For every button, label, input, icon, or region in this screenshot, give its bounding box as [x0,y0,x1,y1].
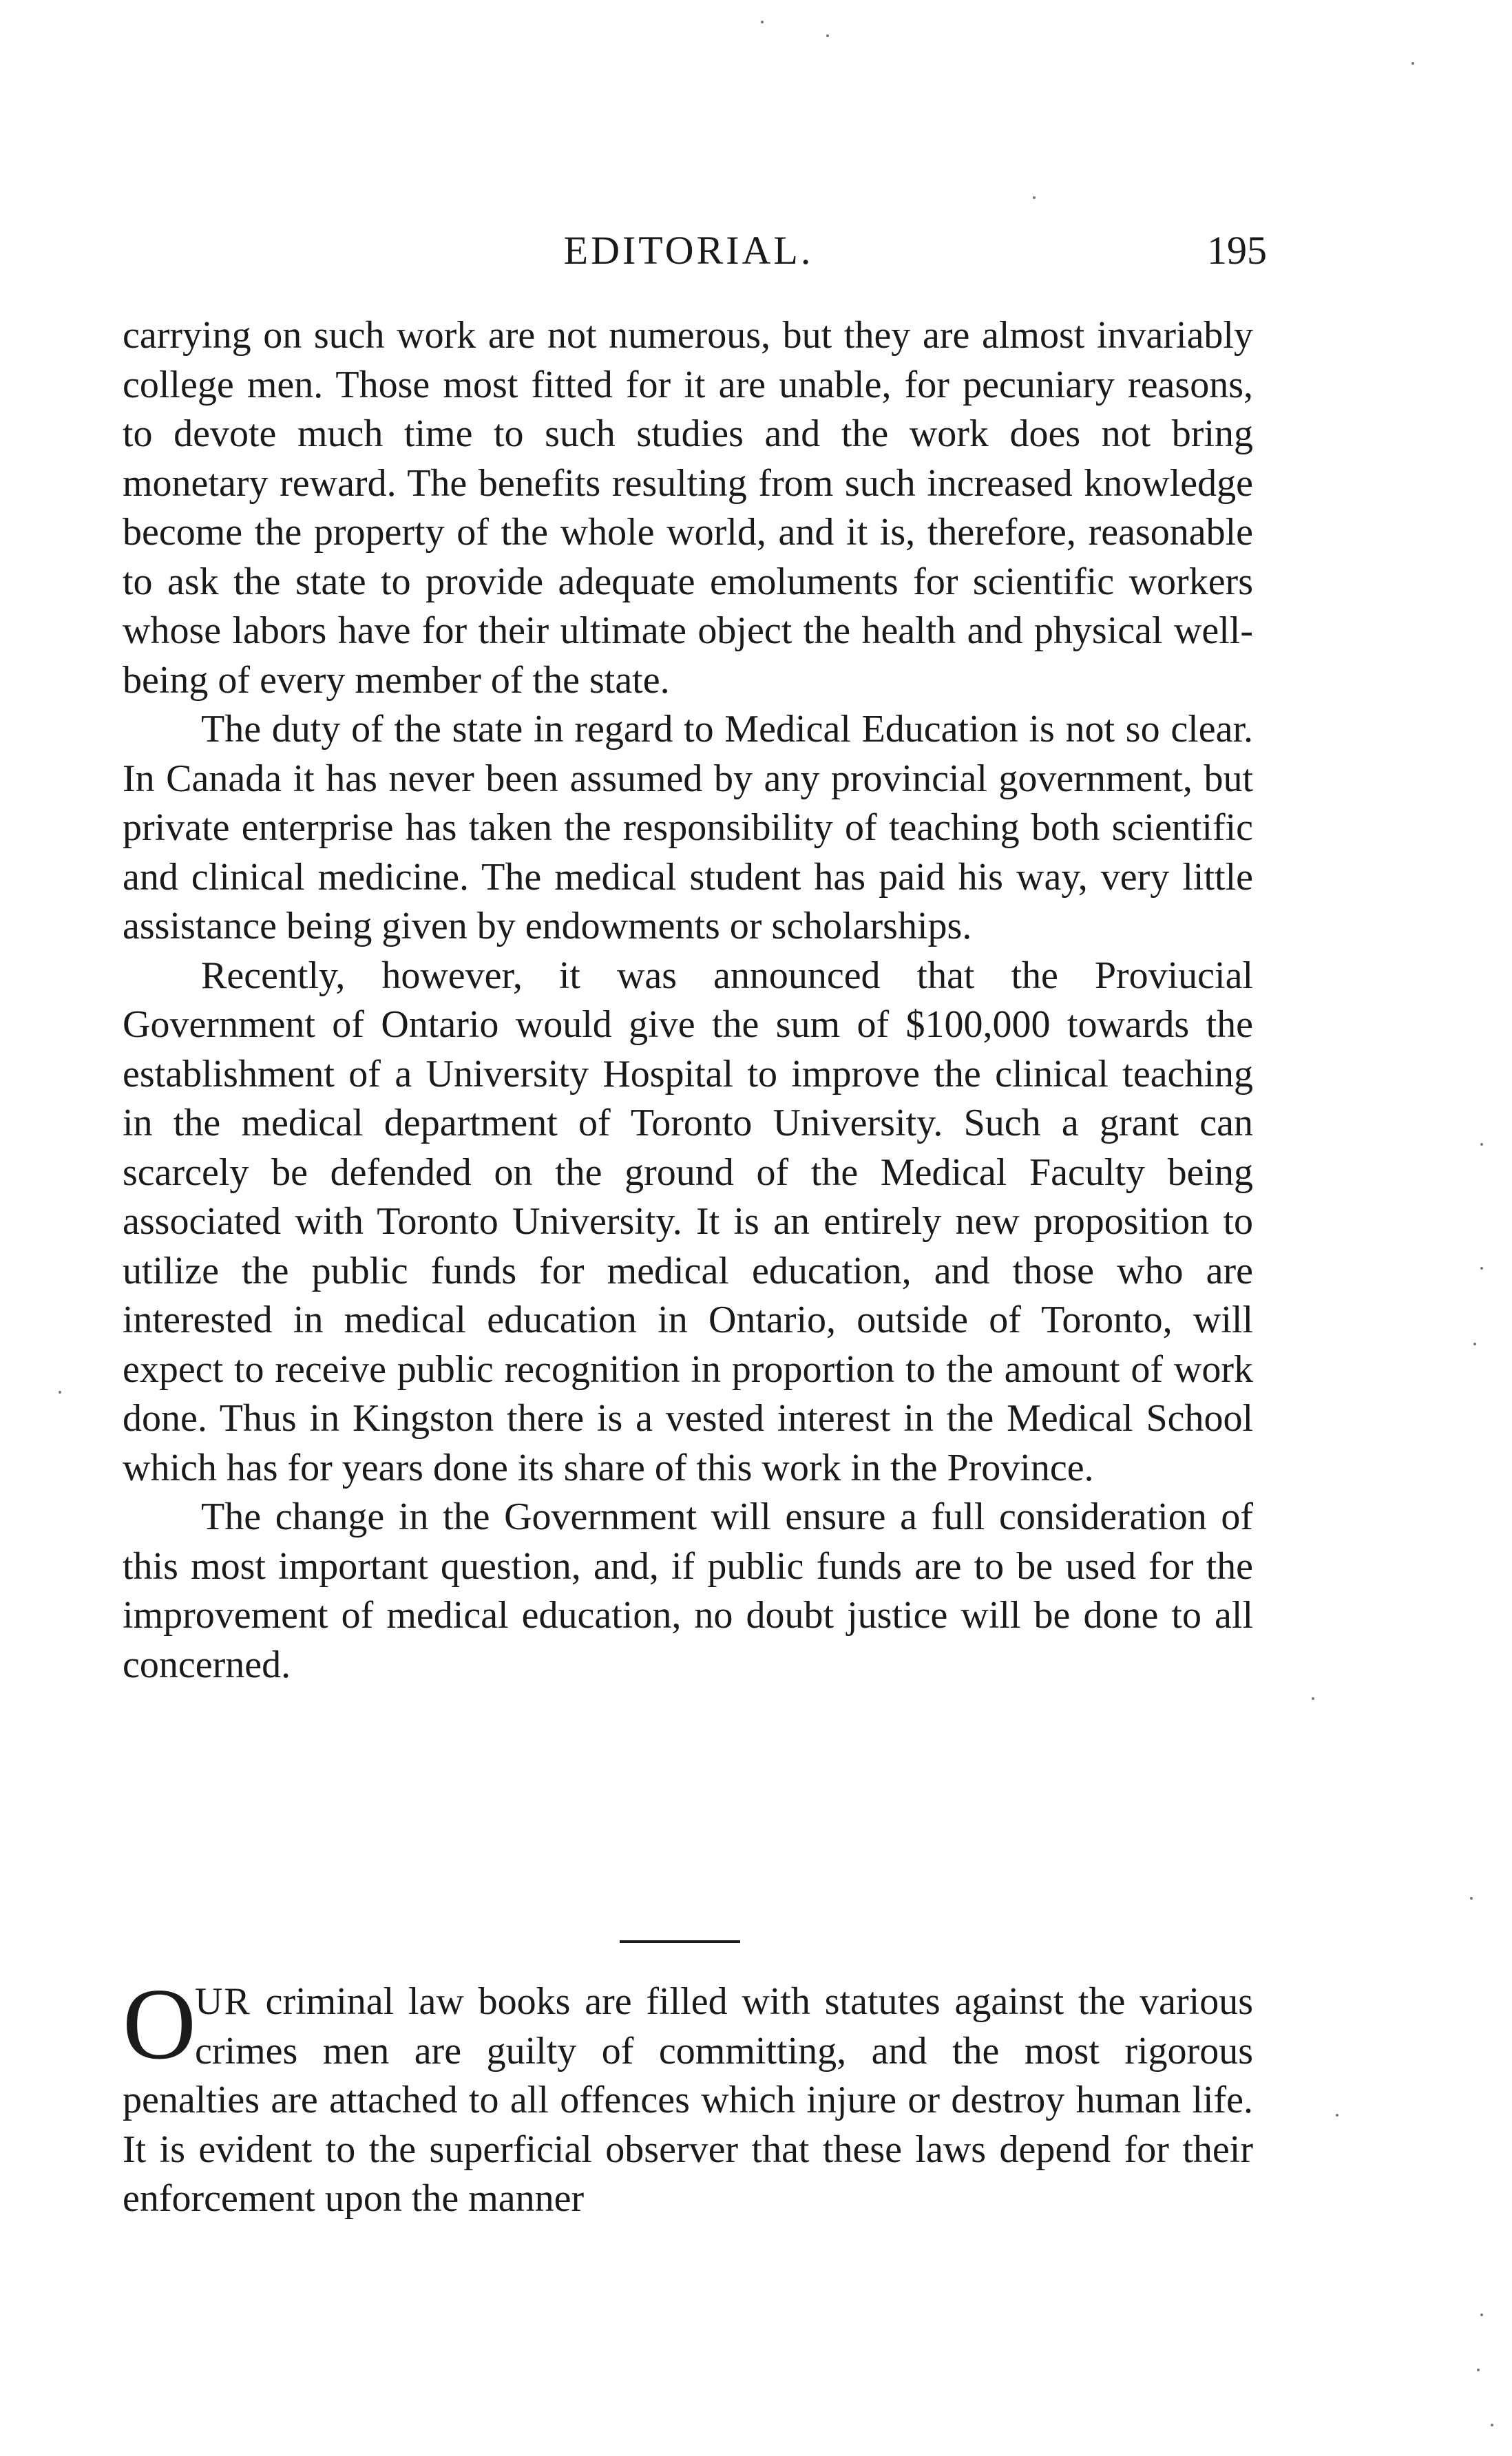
drop-cap: O [123,1968,196,2081]
editorial-body [123,311,1253,1690]
scan-speck [761,21,764,23]
scan-speck [1336,2114,1338,2117]
scan-speck [1480,2313,1483,2316]
scan-speck [59,1391,61,1394]
paragraph-1: carrying on such work are not numerous, but they are almost invariably college men. Those most fitted for it are unable, for pecuniary reasons, to devote much time to such studies and the work does not bring monetary reward. The benefits resulting from such increased knowledge become the property of the whole world, and it is, therefore, reasonable to ask the state to provide adequate emoluments for scientific workers whose labors have for their ultimate object the health and physical well-being of every member of the state. [123,314,1253,702]
page-number: 195 [1207,228,1267,273]
scan-speck [1473,1343,1476,1345]
paragraph-4: The change in the Government will ensure a full consideration of this most important question, and, if public funds are to be used for the improvement of medical education, no doubt justice will be done to all concerned. [123,1495,1253,1686]
scan-speck [1411,62,1414,65]
paragraph-2: The duty of the state in regard to Medical Education is not so clear. In Canada it has never been assumed by any provincial government, but private enterprise has taken the responsibility of teaching both scientific and clinical medicine. The medical student has paid his way, very little assistance being given by endowments or scholarships. [123,708,1253,947]
second-editorial-text: criminal law books are filled with statutes against the various crimes men are guilty of committing, and the most rigorous penalties are attached to all offences which injure or destroy human life. It is evident to the superficial observer that these laws depend for their enforcement upon the manner [123,1980,1253,2220]
scan-speck [1033,196,1036,199]
scan-speck [826,34,829,37]
paragraph-3: Recently, however, it was announced that the Proviucial Government of Ontario would give the sum of $100,000 towards the establishment of a University Hospital to improve the clinical teaching in the medical department of Toronto University. Such a grant can scarcely be defended on the ground of the Medical Faculty being associated with Toronto University. It is an entirely new proposition to utilize the public funds for medical education, and those who are interested in medical education in Ontario, outside of Toronto, will expect to receive public recognition in proportion to the amount of work done. Thus in Kingston there is a vested interest in the Medical School which has for years done its share of this work in the Province. [123,954,1253,1489]
running-header [124,227,1267,289]
second-editorial [123,1968,1253,2224]
scan-speck [1480,1267,1483,1270]
lead-caps: UR [195,1980,251,2023]
scan-speck [1491,2424,1493,2426]
scan-speck [1477,2369,1480,2371]
scan-speck [1470,1897,1473,1900]
page-title: EDITORIAL. [563,228,814,273]
section-divider [620,1940,740,1943]
scan-speck [1480,1143,1483,1146]
scan-speck [1312,1697,1314,1700]
